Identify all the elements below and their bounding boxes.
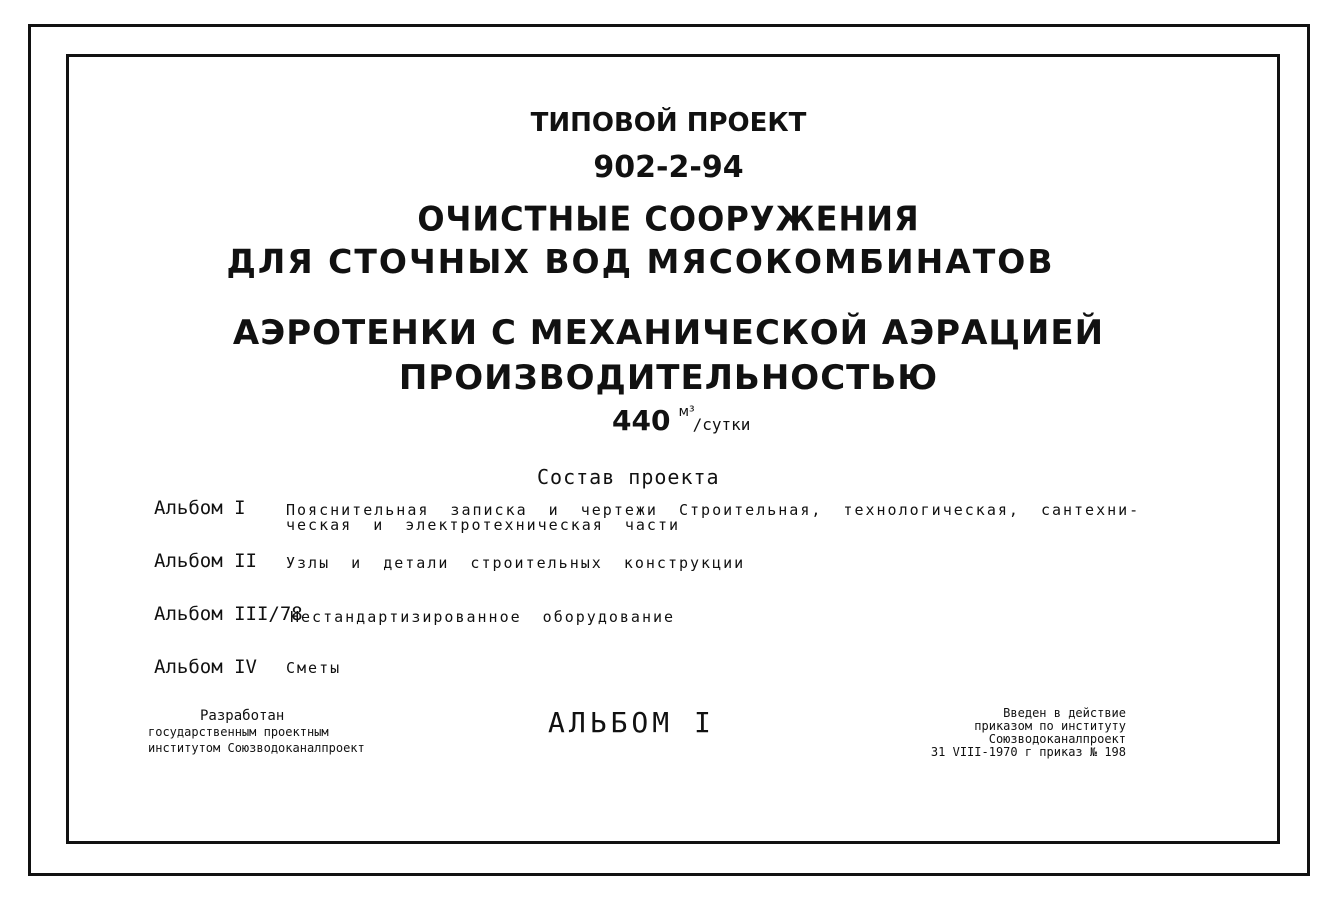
- capacity-unit-top: м³: [678, 404, 695, 420]
- capacity-unit-bottom: /сутки: [692, 415, 751, 434]
- document-type: ТИПОВОЙ ПРОЕКТ: [530, 108, 807, 138]
- album-1-label: Альбом I: [154, 497, 246, 519]
- intro-line-3: Союзводоканалпроект: [988, 732, 1126, 746]
- developed-line-2: государственным проектным: [148, 725, 329, 739]
- subtitle-line-1: АЭРОТЕНКИ С МЕХАНИЧЕСКОЙ АЭРАЦИЕЙ: [232, 313, 1105, 353]
- intro-line-1: Введен в действие: [1003, 706, 1126, 720]
- intro-line-4: 31 VIII-1970 г приказ № 198: [930, 745, 1126, 759]
- album-title: АЛЬБОМ I: [548, 706, 715, 739]
- composition-title: Состав проекта: [537, 465, 720, 489]
- title-line-1: ОЧИСТНЫЕ СООРУЖЕНИЯ: [417, 199, 920, 239]
- developed-line-3: институтом Союзводоканалпроект: [148, 741, 365, 755]
- subtitle-line-2: ПРОИЗВОДИТЕЛЬНОСТЬЮ: [398, 358, 939, 398]
- introduction-block: [914, 707, 1126, 759]
- album-1-desc-line-2: ческая и электротехническая части: [286, 516, 681, 534]
- project-number: 902-2-94: [593, 150, 744, 185]
- capacity: [612, 404, 750, 437]
- developer-block: [148, 708, 365, 756]
- album-2-label: Альбом II: [154, 550, 257, 572]
- album-4-label: Альбом IV: [154, 656, 257, 678]
- intro-line-2: приказом по институту: [974, 719, 1126, 733]
- album-3-label: Альбом III/78: [154, 603, 303, 625]
- album-1-desc-line-1: Пояснительная записка и чертежи Строительная, технологическая, сантехни-: [286, 501, 1141, 519]
- developed-label: Разработан: [200, 708, 285, 724]
- album-3-desc: Нестандартизированное оборудование: [290, 608, 676, 626]
- album-2-desc: Узлы и детали строительных конструкции: [286, 554, 746, 572]
- capacity-value: 440: [612, 404, 671, 437]
- title-line-2: ДЛЯ СТОЧНЫХ ВОД МЯСОКОМБИНАТОВ: [226, 242, 1055, 281]
- album-4-desc: Сметы: [286, 659, 342, 677]
